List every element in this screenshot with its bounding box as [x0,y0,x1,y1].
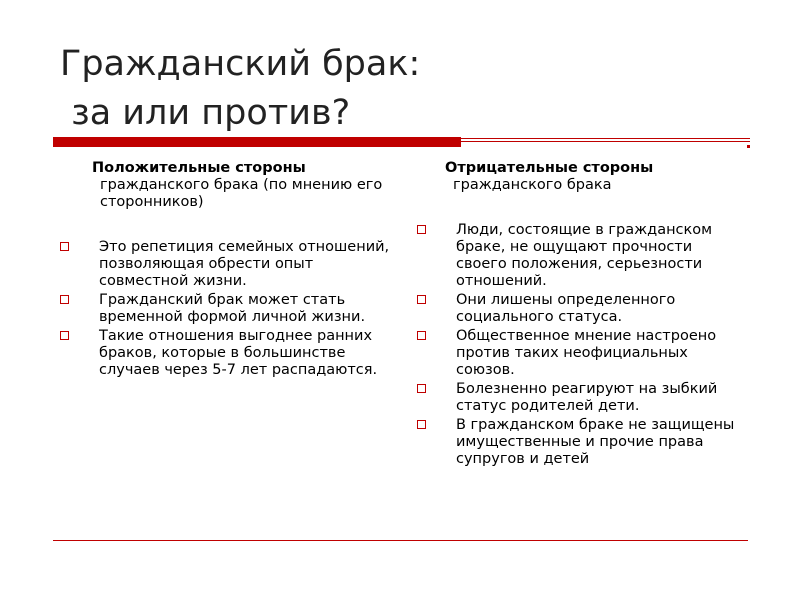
list-item-text: Гражданский брак может стать временной формой личной жизни. [99,292,366,325]
negative-column [410,160,745,470]
list-item [410,417,745,468]
hollow-square-bullet-icon [417,225,426,234]
negative-column-header [410,160,745,194]
list-item [410,328,745,379]
list-item [410,292,745,326]
list-item [410,381,745,415]
list-item-text: Люди, состоящие в гражданском браке, не ощущают прочности своего положения, серьезности отношений. [456,222,713,289]
positive-header-bold: Положительные стороны [92,160,306,176]
negative-header-rest: гражданского брака [453,177,612,193]
top-divider-thick-bar [53,137,461,147]
hollow-square-bullet-icon [60,331,69,340]
negative-list [410,222,745,468]
positive-list [58,239,393,379]
corner-accent-dot [747,145,750,148]
list-item-text: Болезненно реагируют на зыбкий статус родителей дети. [456,381,718,414]
slide-title-line1: Гражданский брак: [60,44,421,84]
bottom-divider [53,540,748,541]
hollow-square-bullet-icon [60,242,69,251]
positive-header-rest: гражданского брака (по мнению его сторонников) [100,177,383,210]
negative-header-bold: Отрицательные стороны [445,160,654,176]
slide-title-line2: за или против? [60,93,351,133]
list-item-text: Они лишены определенного социального статуса. [456,292,676,325]
list-item-text: Такие отношения выгоднее ранних браков, которые в большинстве случаев через 5-7 лет распадаются. [99,328,378,378]
list-item [58,328,393,379]
positive-column-header [58,160,393,211]
top-divider [53,137,750,147]
list-item [58,292,393,326]
list-item-text: Общественное мнение настроено против таких неофициальных союзов. [456,328,717,378]
list-item-text: В гражданском браке не защищены имущественные и прочие права супругов и детей [456,417,735,467]
slide-title [60,40,740,138]
hollow-square-bullet-icon [60,295,69,304]
hollow-square-bullet-icon [417,384,426,393]
list-item [410,222,745,290]
hollow-square-bullet-icon [417,331,426,340]
list-item-text: Это репетиция семейных отношений, позволяющая обрести опыт совместной жизни. [99,239,390,289]
hollow-square-bullet-icon [417,295,426,304]
list-item [58,239,393,290]
positive-column [58,160,393,381]
hollow-square-bullet-icon [417,420,426,429]
